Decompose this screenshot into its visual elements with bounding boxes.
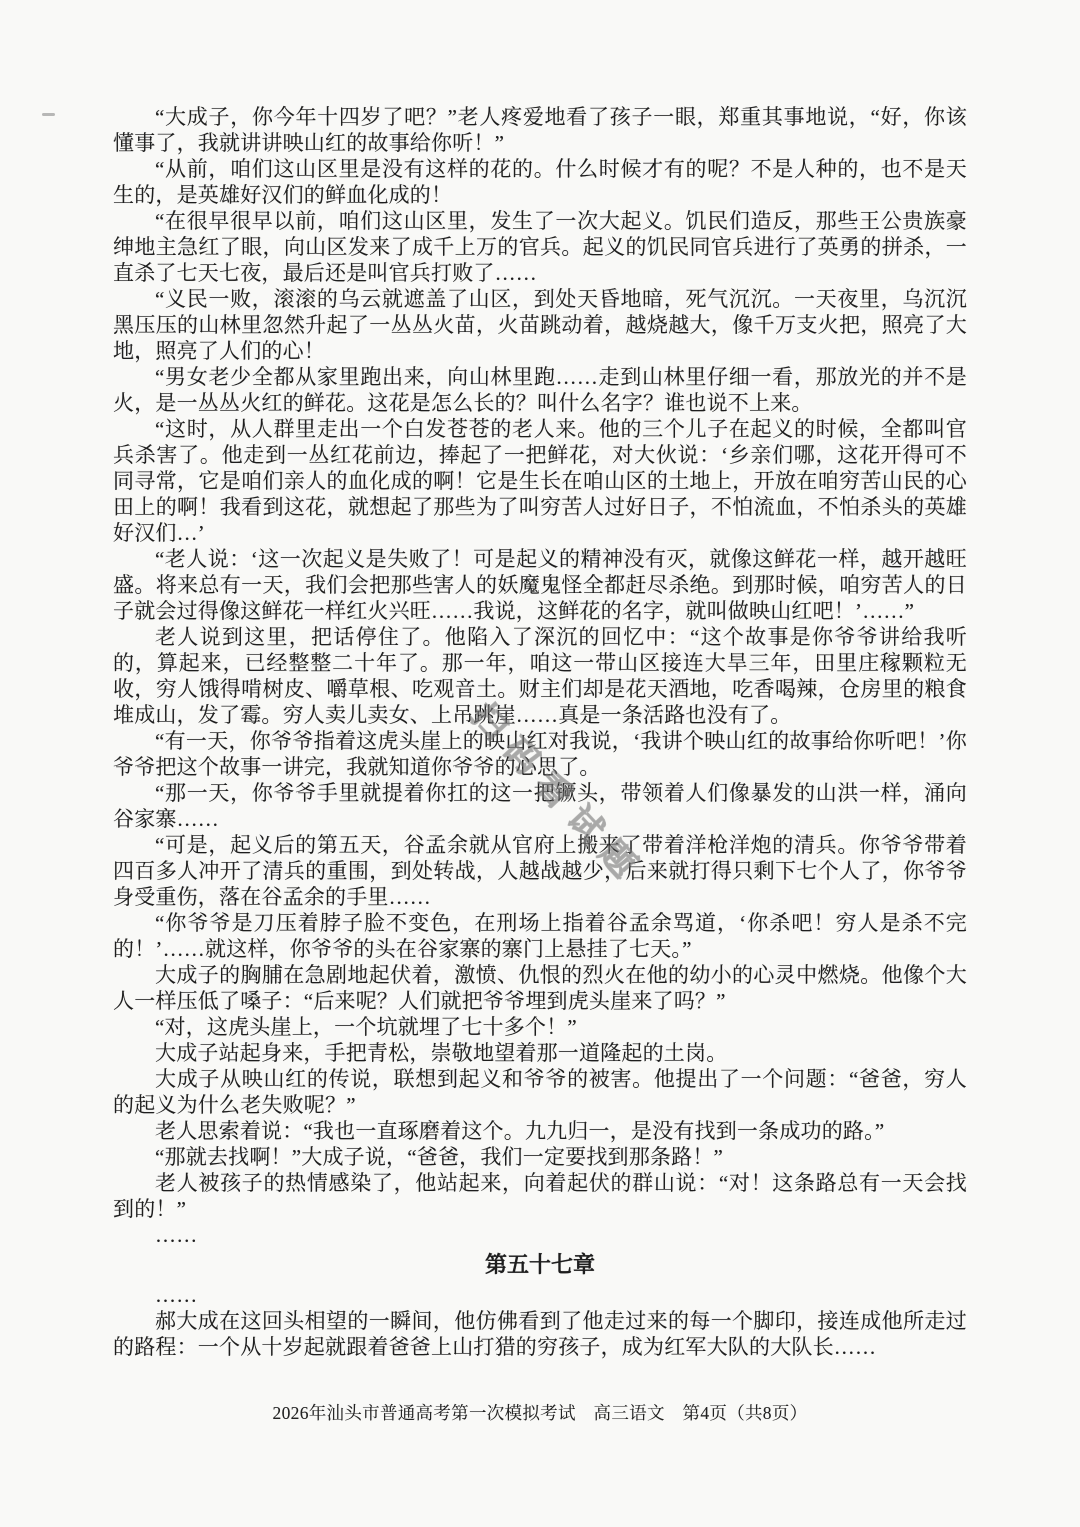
passage-paragraph: “义民一败，滚滚的乌云就遮盖了山区，到处天昏地暗，死气沉沉。一天夜里，乌沉沉黑压压的山林里忽然升起了一丛丛火苗，火苗跳动着，越烧越大，像千万支火把，照亮了大地，照亮了人们的心！ (113, 287, 967, 363)
passage-paragraph: 老人被孩子的热情感染了，他站起来，向着起伏的群山说：“对！这条路总有一天会找到的！” (113, 1171, 967, 1221)
passage-paragraph: …… (155, 1283, 198, 1307)
passage-paragraph: “对，这虎头崖上，一个坑就埋了七十多个！” (155, 1015, 577, 1039)
passage-paragraph: “可是，起义后的第五天，谷孟余就从官府上搬来了带着洋枪洋炮的清兵。你爷爷带着四百多人冲开了清兵的重围，到处转战，人越战越少，后来就打得只剩下七个人了，你爷爷身受重伤，落在谷孟余的手里…… (113, 833, 967, 909)
passage-paragraph: 大成子从映山红的传说，联想到起义和爷爷的被害。他提出了一个问题：“爸爸，穷人的起义为什么老失败呢？” (113, 1067, 967, 1117)
scan-artifact-mark (42, 113, 55, 116)
passage-paragraph: …… (155, 1223, 198, 1247)
passage-paragraph: “你爷爷是刀压着脖子脸不变色，在刑场上指着谷孟余骂道，‘你杀吧！穷人是杀不完的！’……就这样，你爷爷的头在谷家寨的寨门上悬挂了七天。” (113, 911, 967, 961)
passage-paragraph: “这时，从人群里走出一个白发苍苍的老人来。他的三个儿子在起义的时候，全都叫官兵杀害了。他走到一丛红花前边，捧起了一把鲜花，对大伙说：‘乡亲们哪，这花开得可不同寻常，它是咱们亲人的血化成的啊！它是生长在咱山区的土地上，开放在咱穷苦山民的心田上的啊！我看到这花，就想起了那些为了叫穷苦人过好日子，不怕流血，不怕杀头的英雄好汉们…’ (113, 417, 967, 545)
passage-paragraph: “那一天，你爷爷手里就提着你扛的这一把镢头，带领着人们像暴发的山洪一样，涌向谷家寨…… (113, 781, 967, 831)
passage-paragraph: 大成子的胸脯在急剧地起伏着，激愤、仇恨的烈火在他的幼小的心灵中燃烧。他像个大人一样压低了嗓子：“后来呢？人们就把爷爷埋到虎头崖来了吗？” (113, 963, 967, 1013)
passage-paragraph: 郝大成在这回头相望的一瞬间，他仿佛看到了他走过来的每一个脚印，接连成他所走过的路程：一个从十岁起就跟着爸爸上山打猎的穷孩子，成为红军大队的大队长…… (113, 1309, 967, 1359)
passage-paragraph: “大成子，你今年十四岁了吧？”老人疼爱地看了孩子一眼，郑重其事地说，“好，你该懂事了，我就讲讲映山红的故事给你听！” (113, 105, 967, 155)
passage-paragraph: “有一天，你爷爷指着这虎头崖上的映山红对我说，‘我讲个映山红的故事给你听吧！’你爷爷把这个故事一讲完，我就知道你爷爷的心思了。 (113, 729, 967, 779)
diagonal-watermark: 扫码看试题 (463, 696, 651, 894)
passage-paragraph: 老人说到这里，把话停住了。他陷入了深沉的回忆中：“这个故事是你爷爷讲给我听的，算起来，已经整整二十年了。那一年，咱这一带山区接连大旱三年，田里庄稼颗粒无收，穷人饿得啃树皮、嚼草根、吃观音土。财主们却是花天酒地，吃香喝辣，仓房里的粮食堆成山，发了霉。穷人卖儿卖女、上吊跳崖……真是一条活路也没有了。 (113, 625, 967, 727)
passage-paragraph: 老人思索着说：“我也一直琢磨着这个。九九归一，是没有找到一条成功的路。” (155, 1119, 885, 1143)
passage-paragraph: “在很早很早以前，咱们这山区里，发生了一次大起义。饥民们造反，那些王公贵族豪绅地主急红了眼，向山区发来了成千上万的官兵。起义的饥民同官兵进行了英勇的拼杀，一直杀了七天七夜，最后还是叫官兵打败了…… (113, 209, 967, 285)
chapter-heading: 第五十七章 (484, 1252, 595, 1277)
passage-paragraph: “老人说：‘这一次起义是失败了！可是起义的精神没有灭，就像这鲜花一样，越开越旺盛。将来总有一天，我们会把那些害人的妖魔鬼怪全都赶尽杀绝。到那时候，咱穷苦人的日子就会过得像这鲜花一样红火兴旺……我说，这鲜花的名字，就叫做映山红吧！’……” (113, 547, 967, 623)
passage-paragraph: “从前，咱们这山区里是没有这样的花的。什么时候才有的呢？不是人种的，也不是天生的，是英雄好汉们的鲜血化成的！ (113, 157, 967, 207)
passage-paragraph: 大成子站起身来，手把青松，崇敬地望着那一道隆起的土岗。 (155, 1041, 728, 1065)
passage-paragraph: “那就去找啊！”大成子说，“爸爸，我们一定要找到那条路！” (155, 1145, 724, 1169)
passage-closing (113, 1282, 967, 1360)
passage-content (113, 104, 967, 1360)
passage-body (113, 104, 967, 1248)
passage-paragraph: “男女老少全都从家里跑出来，向山林里跑……走到山林里仔细一看，那放光的并不是火，是一丛丛火红的鲜花。这花是怎么长的？叫什么名字？谁也说不上来。 (113, 365, 967, 415)
page-footer: 2026年汕头市普通高考第一次模拟考试 高三语文 第4页（共8页） (272, 1403, 808, 1423)
